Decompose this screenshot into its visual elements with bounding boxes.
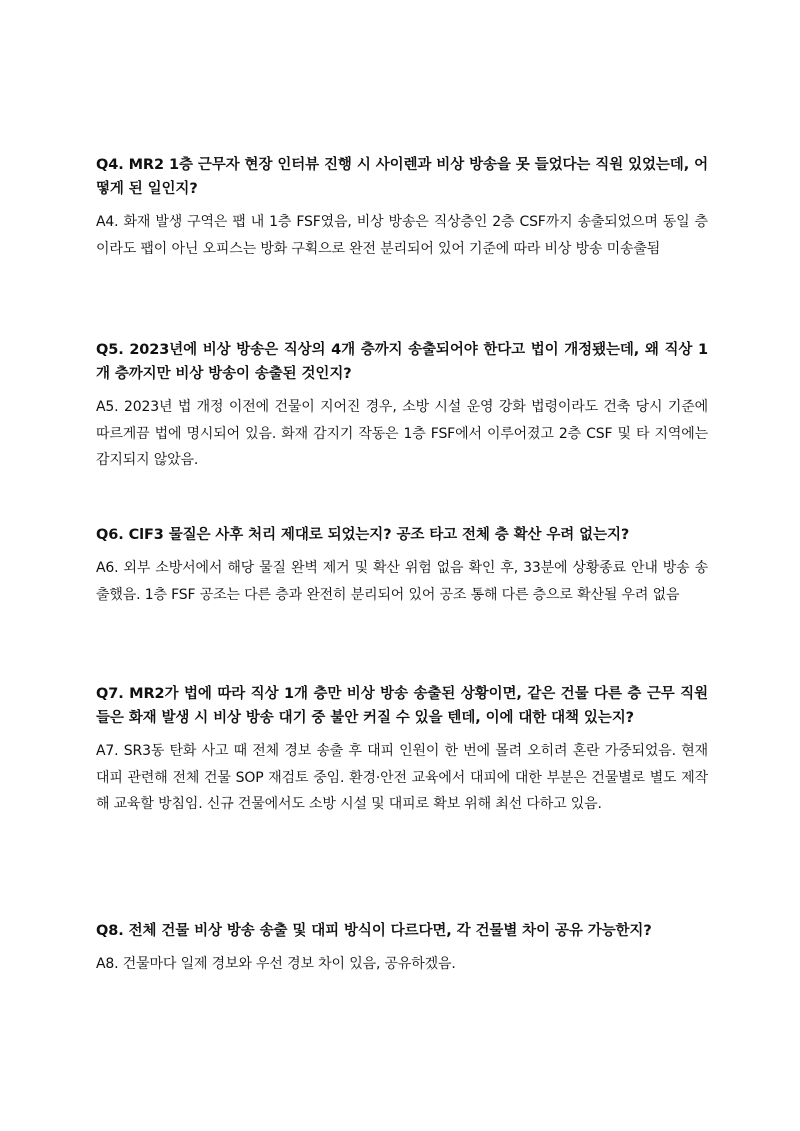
qa-item-q8 — [96, 919, 708, 978]
qa-item-q5 — [96, 338, 708, 474]
qa-item-q7 — [96, 682, 708, 818]
qa-item-q6 — [96, 523, 708, 608]
qa-item-q4 — [96, 153, 708, 262]
question-text: Q5. 2023년에 비상 방송은 직상의 4개 층까지 송출되어야 한다고 법이 개정됐는데, 왜 직상 1개 층까지만 비상 방송이 송출된 것인지? — [96, 342, 708, 382]
answer-text: A7. SR3동 탄화 사고 때 전체 경보 송출 후 대피 인원이 한 번에 몰려 오히려 혼란 가중되었음. 현재 대피 관련해 전체 건물 SOP 재검토 중임. 환경·안전 교육에서 대피에 대한 부분은 건물별로 별도 제작해 교육할 방침임. 신규 건물에서도 소방 시설 및 대피로 확보 위해 최선 다하고 있음. — [96, 743, 708, 812]
answer-text: A6. 외부 소방서에서 해당 물질 완벽 제거 및 확산 위험 없음 확인 후, 33분에 상황종료 안내 방송 송출했음. 1층 FSF 공조는 다른 층과 완전히 분리되어 있어 공조 통해 다른 층으로 확산될 우려 없음 — [96, 560, 708, 603]
answer-text: A5. 2023년 법 개정 이전에 건물이 지어진 경우, 소방 시설 운영 강화 법령이라도 건축 당시 기준에 따르게끔 법에 명시되어 있음. 화재 감지기 작동은 1층 FSF에서 이루어졌고 2층 CSF 및 타 지역에는 감지되지 않았음. — [96, 399, 708, 468]
question-text: Q4. MR2 1층 근무자 현장 인터뷰 진행 시 사이렌과 비상 방송을 못 들었다는 직원 있었는데, 어떻게 된 일인지? — [96, 157, 708, 197]
question-text: Q6. ClF3 물질은 사후 처리 제대로 되었는지? 공조 타고 전체 층 확산 우려 없는지? — [96, 527, 630, 543]
answer-text: A8. 건물마다 일제 경보와 우선 경보 차이 있음, 공유하겠음. — [96, 956, 456, 972]
question-text: Q7. MR2가 법에 따라 직상 1개 층만 비상 방송 송출된 상황이면, 같은 건물 다른 층 근무 직원들은 화재 발생 시 비상 방송 대기 중 불안 커질 수 있을 텐데, 이에 대한 대책 있는지? — [96, 686, 708, 726]
answer-text: A4. 화재 발생 구역은 팹 내 1층 FSF였음, 비상 방송은 직상층인 2층 CSF까지 송출되었으며 동일 층이라도 팹이 아닌 오피스는 방화 구획으로 완전 분리되어 있어 기준에 따라 비상 방송 미송출됨 — [96, 214, 708, 257]
question-text: Q8. 전체 건물 비상 방송 송출 및 대피 방식이 다르다면, 각 건물별 차이 공유 가능한지? — [96, 923, 652, 939]
